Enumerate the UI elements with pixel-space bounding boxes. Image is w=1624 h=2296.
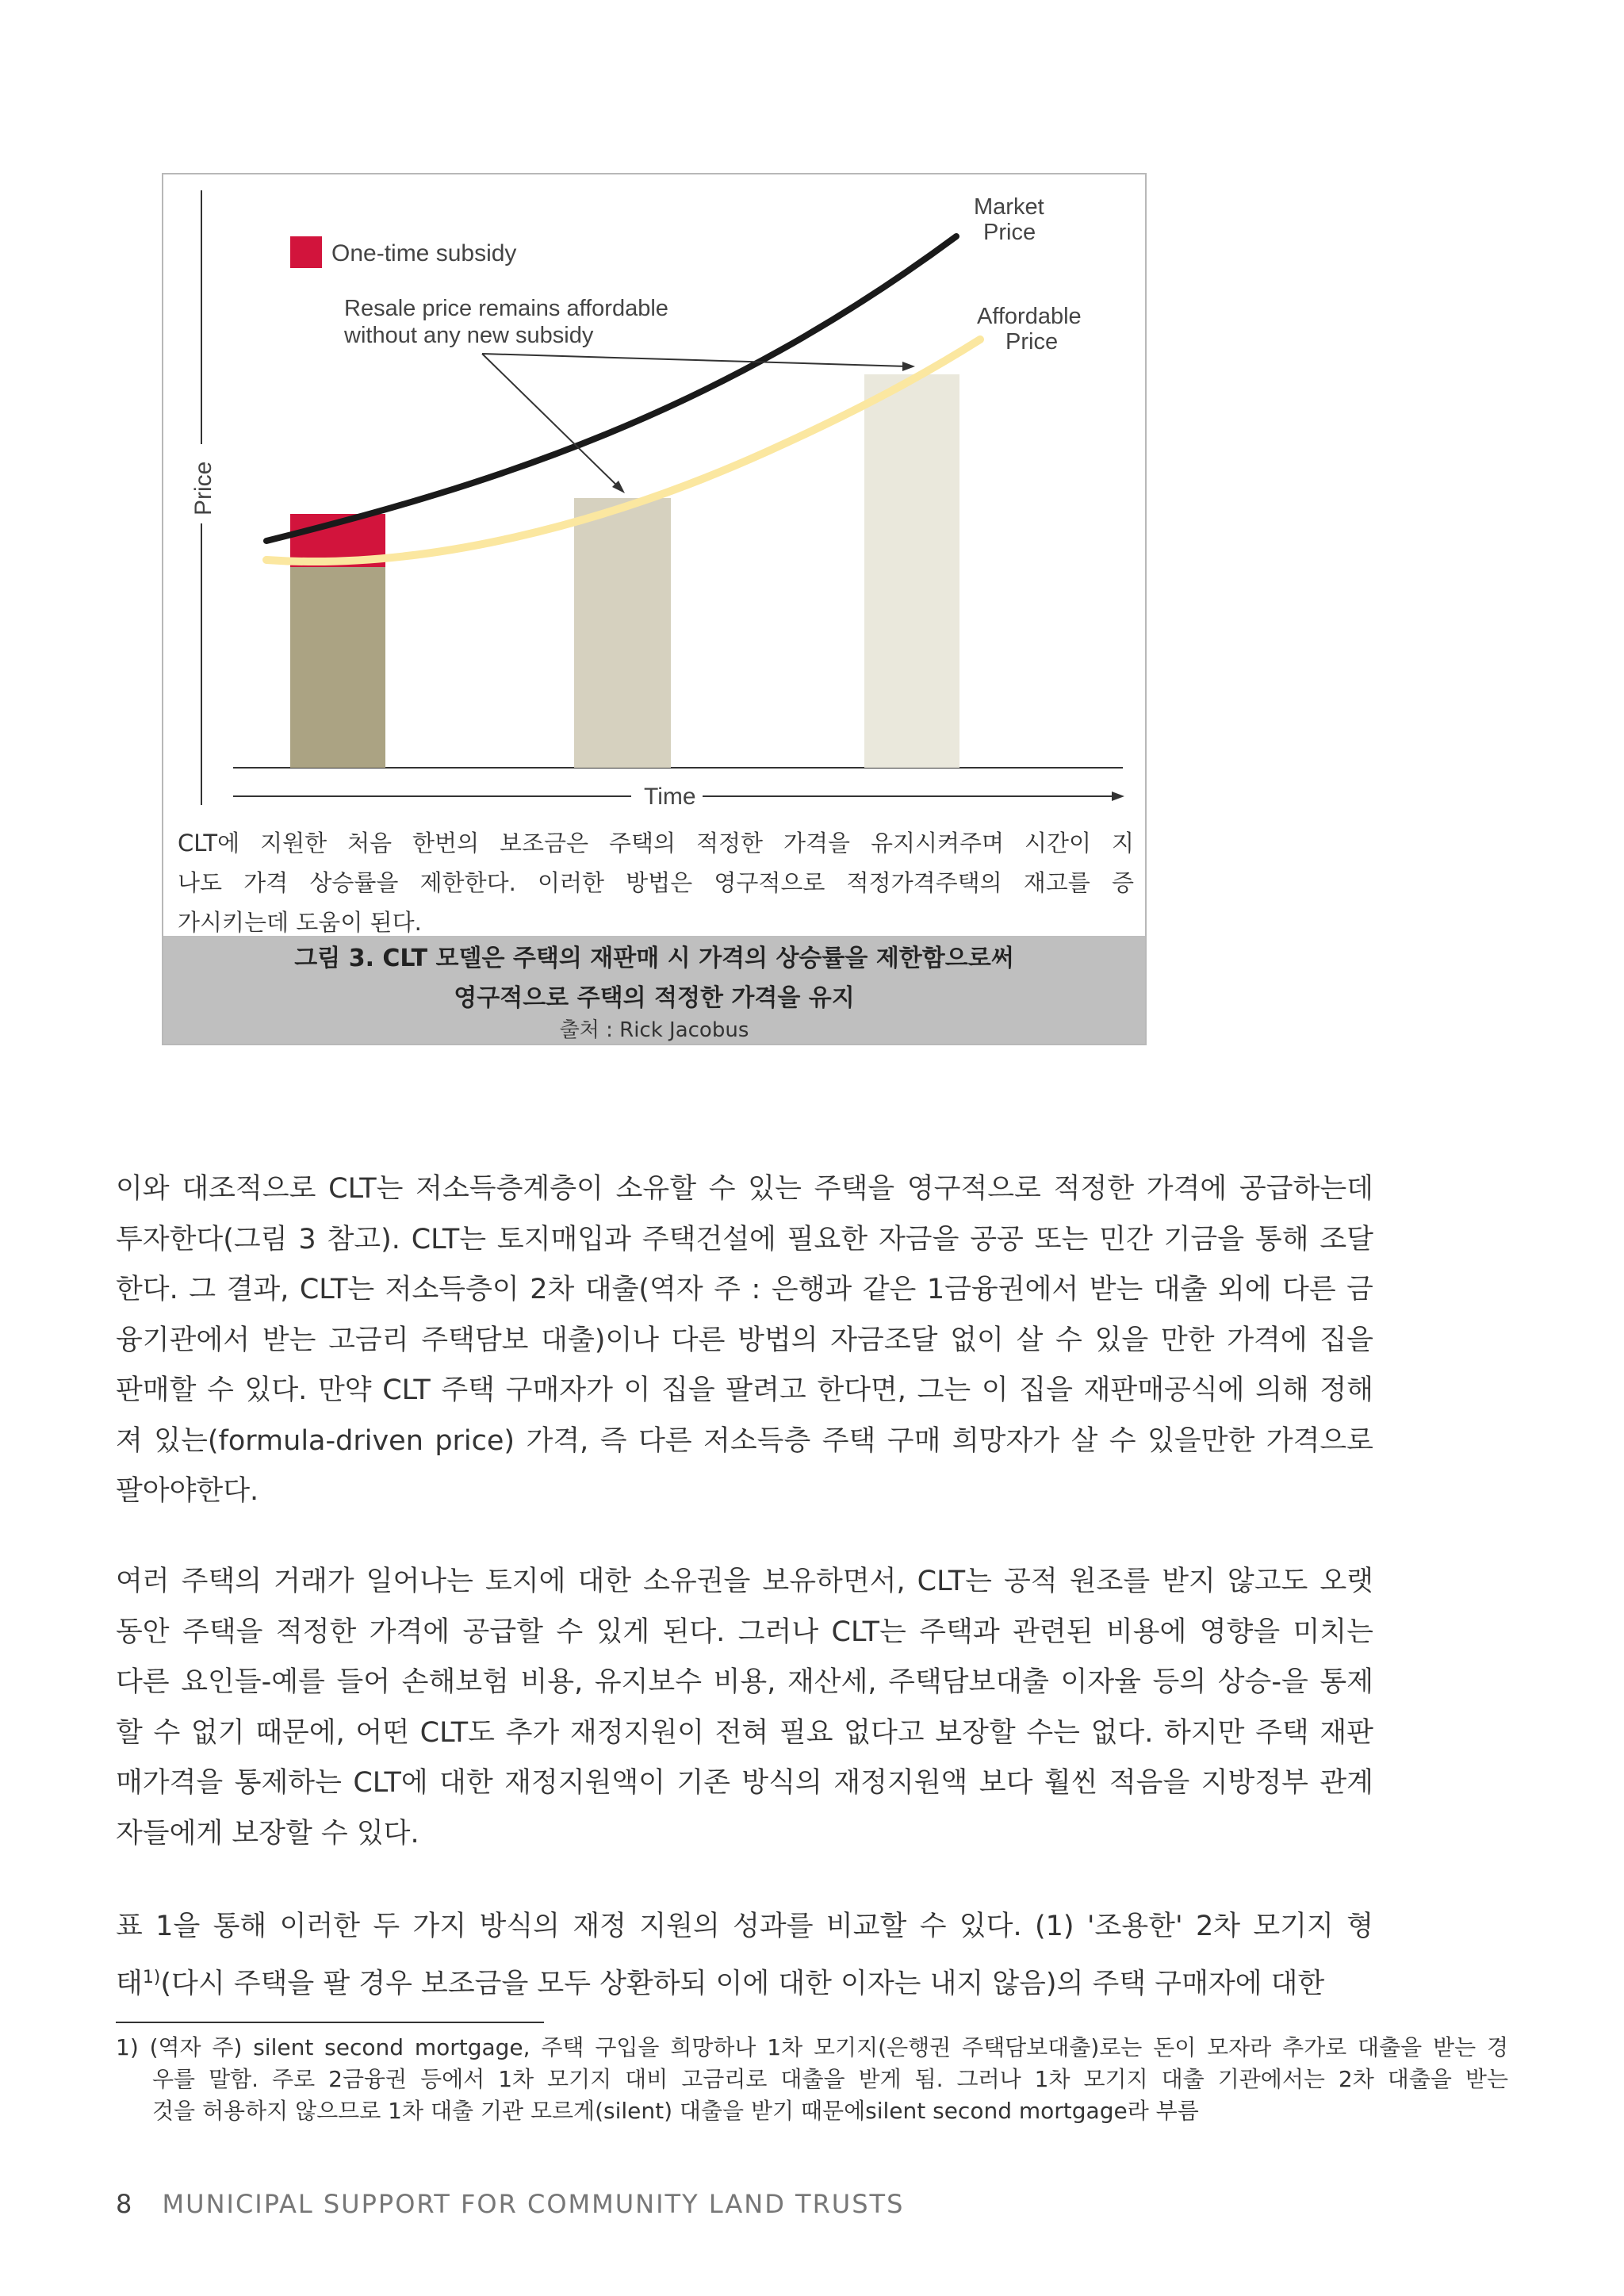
figure-description-line: CLT에 지원한 처음 한번의 보조금은 주택의 적정한 가격을 유지시켜주며 시간이 지	[178, 830, 1134, 857]
paragraph-line: 여러 주택의 거래가 일어나는 토지에 대한 소유권을 보유하면서, CLT는 공적 원조를 받지 않고도 오랫	[116, 1566, 1373, 1597]
paragraph-line: 한다. 그 결과, CLT는 저소득층이 2차 대출(역자 주 : 은행과 같은 1금융권에서 받는 대출 외에 다른 금	[116, 1274, 1373, 1305]
footnote-reference[interactable]: 1)	[142, 1967, 161, 1987]
paragraph-line: 동안 주택을 적정한 가격에 공급할 수 있게 된다. 그러나 CLT는 주택과 관련된 비용에 영향을 미치는	[116, 1616, 1373, 1648]
paragraph-line: 할 수 없기 때문에, 어떤 CLT도 추가 재정지원이 전혀 필요 없다고 보장할 수는 없다. 하지만 주택 재판	[116, 1716, 1373, 1749]
annotation-line-1: Resale price remains affordable	[344, 296, 668, 321]
body-paragraph-2	[116, 1557, 1373, 1859]
legend-swatch-subsidy	[290, 236, 322, 268]
paragraph-line: 이와 대조적으로 CLT는 저소득층계층이 소유할 수 있는 주택을 영구적으로 적정한 가격에 공급하는데	[116, 1173, 1373, 1205]
figure-description-line: 나도 가격 상승률을 제한한다. 이러한 방법은 영구적으로 적정가격주택의 재고를 증	[178, 869, 1134, 896]
paragraph-line: 팔아야한다.	[116, 1475, 259, 1507]
paragraph-line: 자들에게 보장할 수 있다.	[116, 1817, 419, 1849]
figure-caption	[163, 936, 1145, 1045]
bar-initial-price	[290, 567, 385, 768]
footer-title: MUNICIPAL SUPPORT FOR COMMUNITY LAND TRUSTS	[162, 2189, 905, 2219]
caption-line-1: 그림 3. CLT 모델은 주택의 재판매 시 가격의 상승률을 제한함으로써	[294, 945, 1014, 972]
caption-line-2: 영구적으로 주택의 적정한 가격을 유지	[454, 984, 855, 1012]
footnote-line: 1) (역자 주) silent second mortgage, 주택 구입을 희망하나 1차 모기지(은행권 주택담보대출)로는 돈이 모자라 추가로 대출을 받는 경	[116, 2034, 1508, 2060]
affordable-price-label-1: Affordable	[977, 304, 1082, 329]
annotation-arrow-2	[482, 354, 909, 366]
page-number: 8	[116, 2189, 133, 2219]
footnote-line: 것을 허용하지 않으므로 1차 대출 기관 모르게(silent) 대출을 받기 때문에silent second mortgage라 부름	[152, 2098, 1199, 2124]
market-price-label-2: Price	[983, 220, 1036, 245]
legend-label: One-time subsidy	[331, 240, 517, 266]
time-arrowhead	[1112, 792, 1124, 801]
paragraph-line: 표 1을 통해 이러한 두 가지 방식의 재정 지원의 성과를 비교할 수 있다. (1) '조용한' 2차 모기지 형	[116, 1911, 1373, 1942]
affordable-price-label-2: Price	[1005, 329, 1059, 355]
footnote-line: 우를 말함. 주로 2금융권 등에서 1차 모기지 대비 고금리로 대출을 받게 됨. 그러나 1차 모기지 대출 기관에서는 2차 대출을 받는	[152, 2066, 1508, 2092]
bar-resale-price-1	[574, 498, 671, 768]
figure-source: 출처 : Rick Jacobus	[559, 1018, 749, 1042]
figure-description-line: 가시키는데 도움이 된다.	[178, 909, 422, 936]
x-axis-label: Time	[644, 784, 696, 810]
paragraph-line: 져 있는(formula-driven price) 가격, 즉 다른 저소득층 주택 구매 희망자가 살 수 있을만한 가격으로	[116, 1424, 1373, 1457]
y-axis-label: Price	[190, 461, 216, 516]
figure-3	[162, 173, 1147, 1045]
page-footer	[116, 2189, 904, 2219]
market-price-label-1: Market	[974, 194, 1044, 220]
figure-description	[178, 823, 1134, 942]
body-paragraph-3	[116, 1902, 1373, 2010]
paragraph-line: 판매할 수 있다. 만약 CLT 주택 구매자가 이 집을 팔려고 한다면, 그는 이 집을 재판매공식에 의해 정해	[116, 1374, 1373, 1406]
bar-resale-price-2	[864, 374, 959, 768]
footnote-rule	[116, 2022, 544, 2023]
footnote	[116, 2032, 1508, 2127]
market-price-line	[266, 236, 956, 541]
price-time-chart	[163, 174, 1147, 825]
paragraph-line: 다른 요인들-예를 들어 손해보험 비용, 유지보수 비용, 재산세, 주택담보대출 이자율 등의 상승-을 통제	[116, 1666, 1373, 1698]
paragraph-line: 융기관에서 받는 고금리 주택담보 대출)이나 다른 방법의 자금조달 없이 살 수 있을 만한 가격에 집을	[116, 1324, 1373, 1356]
paragraph-line: 매가격을 통제하는 CLT에 대한 재정지원액이 기존 방식의 재정지원액 보다 훨씬 적음을 지방정부 관계	[116, 1767, 1373, 1799]
body-paragraph-1	[116, 1164, 1373, 1517]
annotation-line-2: without any new subsidy	[344, 323, 594, 348]
paragraph-line: 투자한다(그림 3 참고). CLT는 토지매입과 주택건설에 필요한 자금을 공공 또는 민간 기금을 통해 조달	[116, 1223, 1373, 1255]
paragraph-line: 태$^{1)}$(다시 주택을 팔 경우 보조금을 모두 상환하되 이에 대한 이자는 내지 않음)의 주택 구매자에 대한	[116, 1967, 1325, 2000]
